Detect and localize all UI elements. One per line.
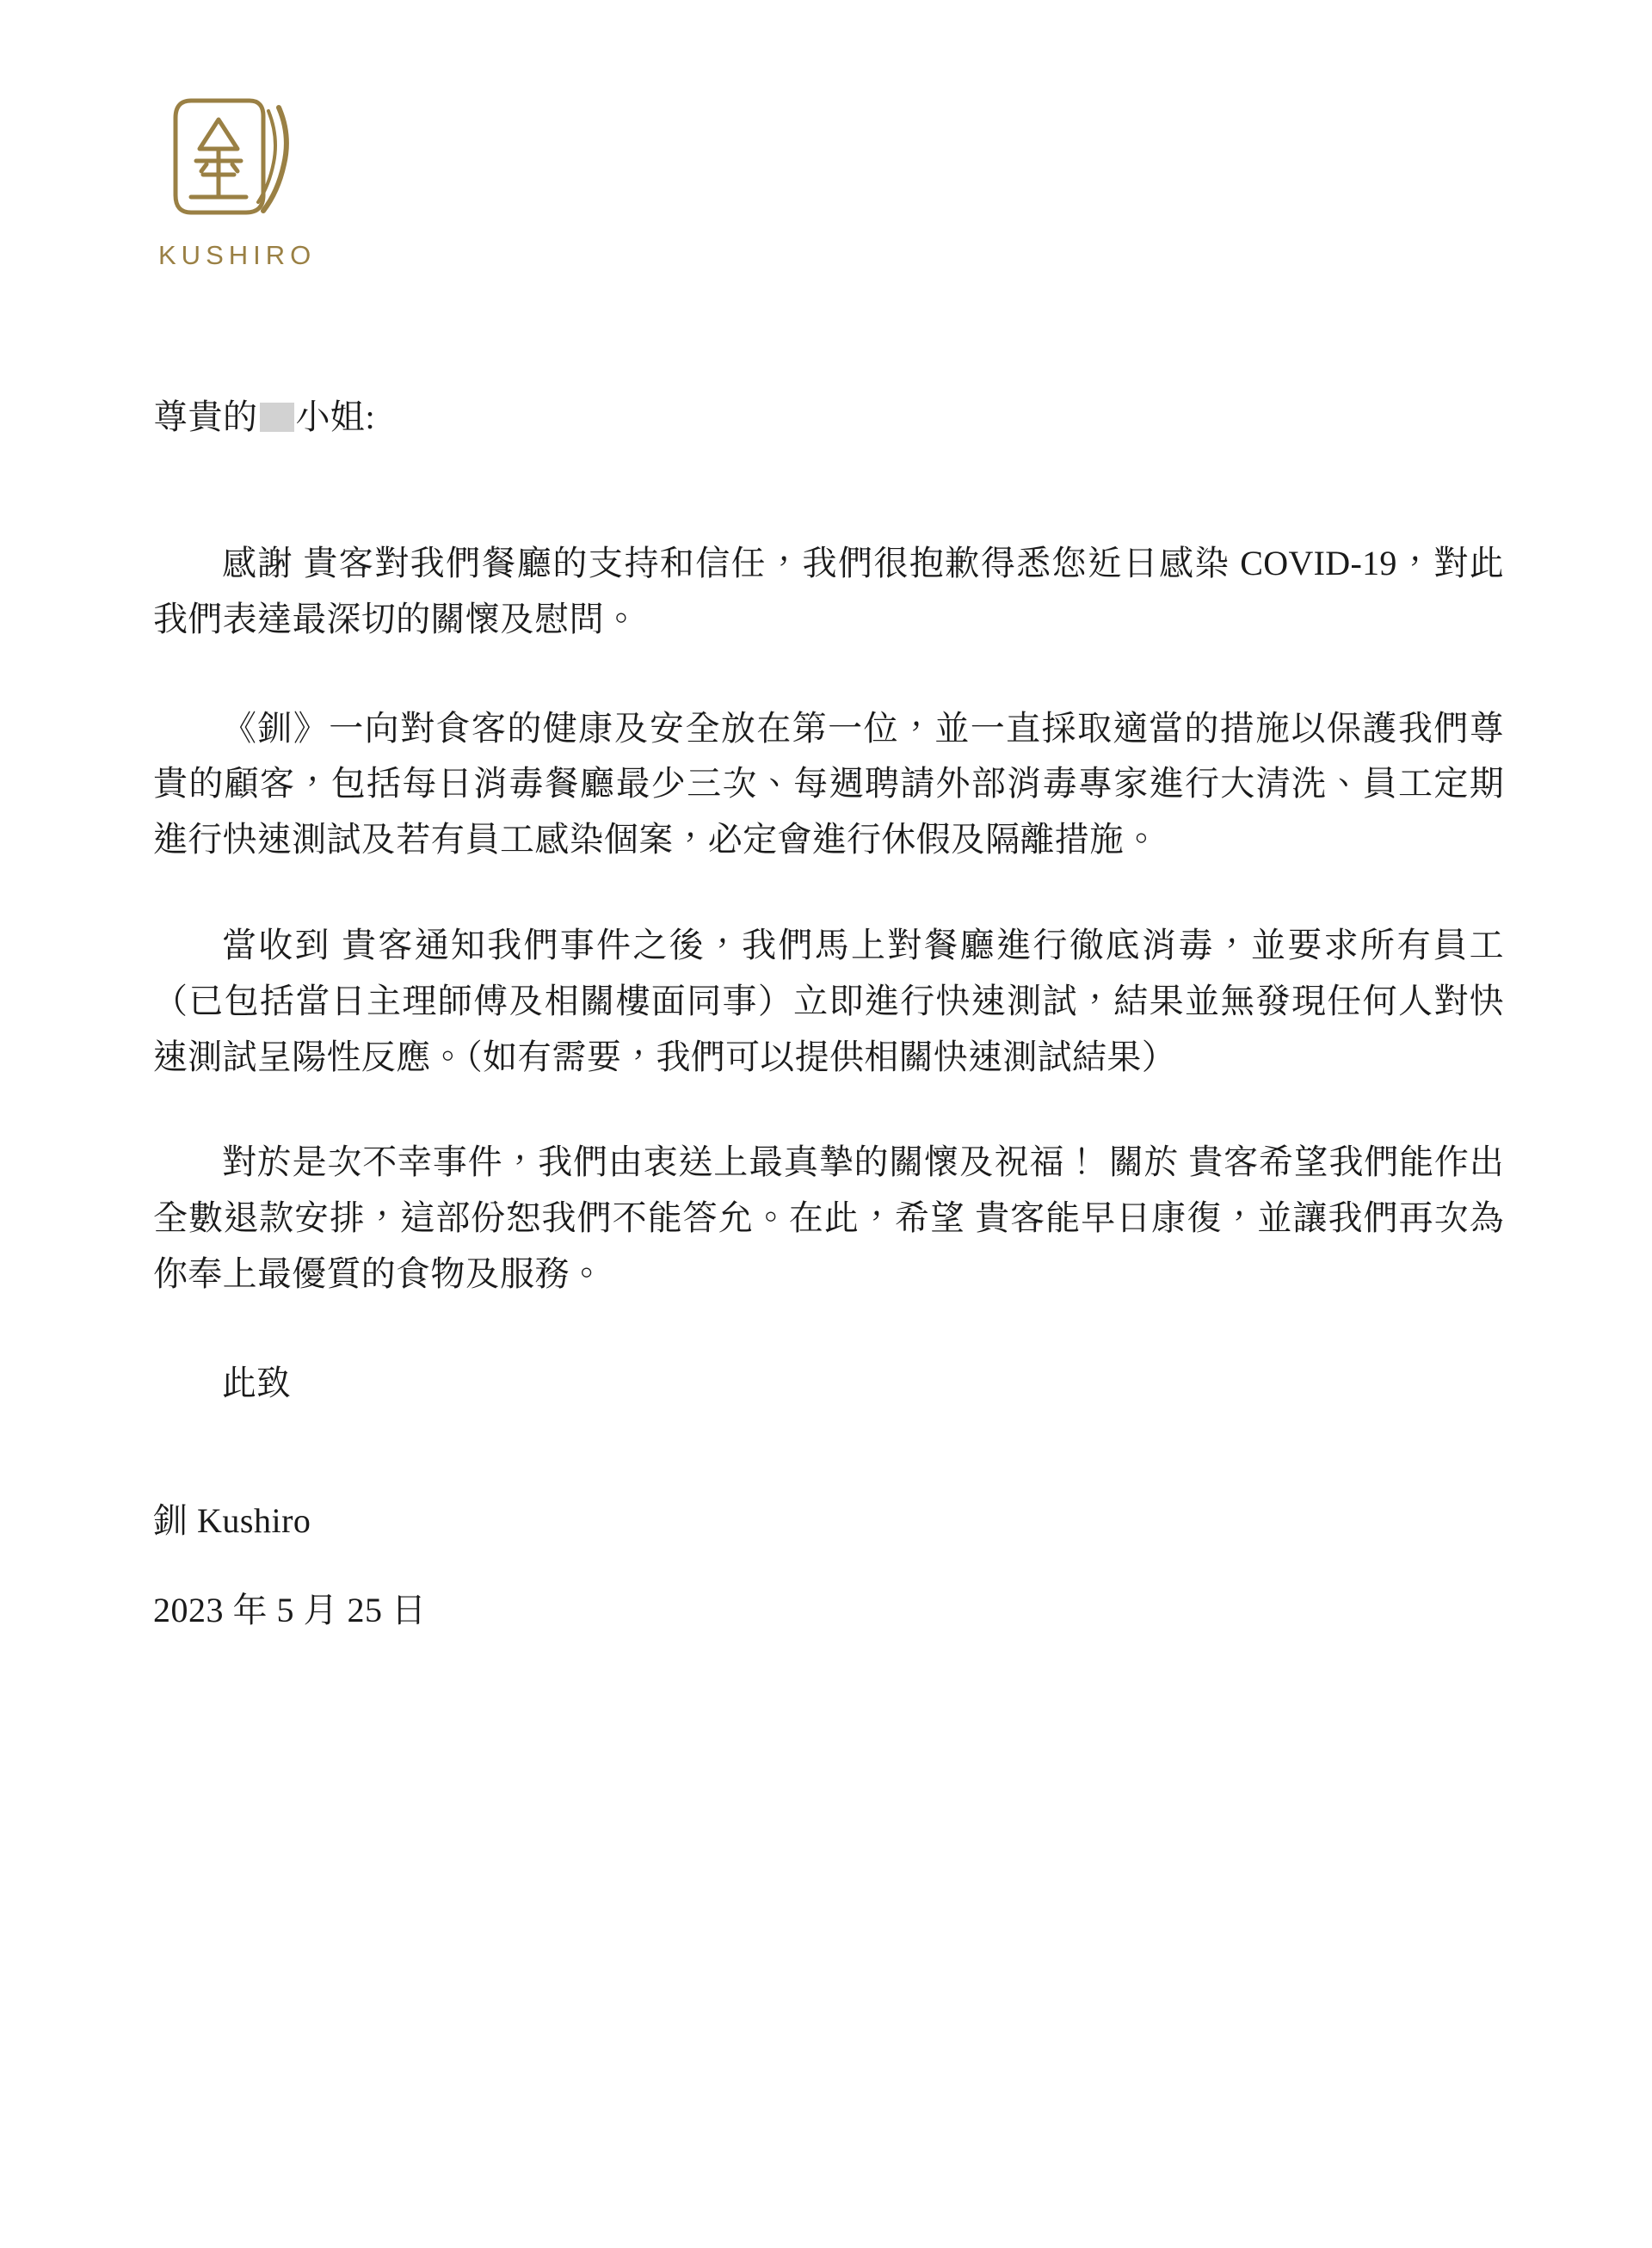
letterhead — [153, 82, 351, 271]
closing-line: 此致 — [222, 1363, 291, 1402]
redacted-name-block — [260, 403, 294, 432]
spacer — [153, 443, 1504, 536]
spacer — [153, 648, 1504, 701]
paragraph-1: 感謝 貴客對我們餐廳的支持和信任，我們很抱歉得悉您近日感染 COVID-19，對此我們表達最深切的關懷及慰問。 — [153, 544, 1504, 638]
salutation-suffix: 小姐: — [295, 397, 376, 436]
kushiro-gold-seal-logo-icon — [153, 82, 306, 235]
paragraph-3: 當收到 貴客通知我們事件之後，我們馬上對餐廳進行徹底消毒，並要求所有員工（已包括當日主理師傅及相關樓面同事）立即進行快速測試，結果並無發現任何人對快速測試呈陽性反應。（如有需要，我們可以提供相關快速測試結果） — [153, 925, 1504, 1076]
spacer — [153, 868, 1504, 918]
letter-date: 2023 年 5 月 25 日 — [153, 1590, 427, 1629]
letter-body — [153, 391, 1504, 1638]
paragraph-4: 對於是次不幸事件，我們由衷送上最真摯的關懷及祝福！ 關於 貴客希望我們能作出全數退款安排，這部份恕我們不能答允。在此，希望 貴客能早日康復，並讓我們再次為你奉上最優質的食物及服務。 — [153, 1142, 1504, 1293]
signature-block — [153, 1494, 1504, 1638]
salutation-prefix: 尊貴的 — [153, 397, 258, 436]
spacer — [153, 1303, 1504, 1356]
spacer — [153, 1085, 1504, 1135]
salutation — [153, 391, 1504, 443]
brand-name: KUSHIRO — [158, 240, 317, 270]
paragraph-2: 《釧》一向對食客的健康及安全放在第一位，並一直採取適當的措施以保護我們尊貴的顧客，包括每日消毒餐廳最少三次、每週聘請外部消毒專家進行大清洗、員工定期進行快速測試及若有員工感染個案，必定會進行休假及隔離措施。 — [153, 708, 1504, 859]
signature-name: 釧 Kushiro — [153, 1500, 311, 1540]
